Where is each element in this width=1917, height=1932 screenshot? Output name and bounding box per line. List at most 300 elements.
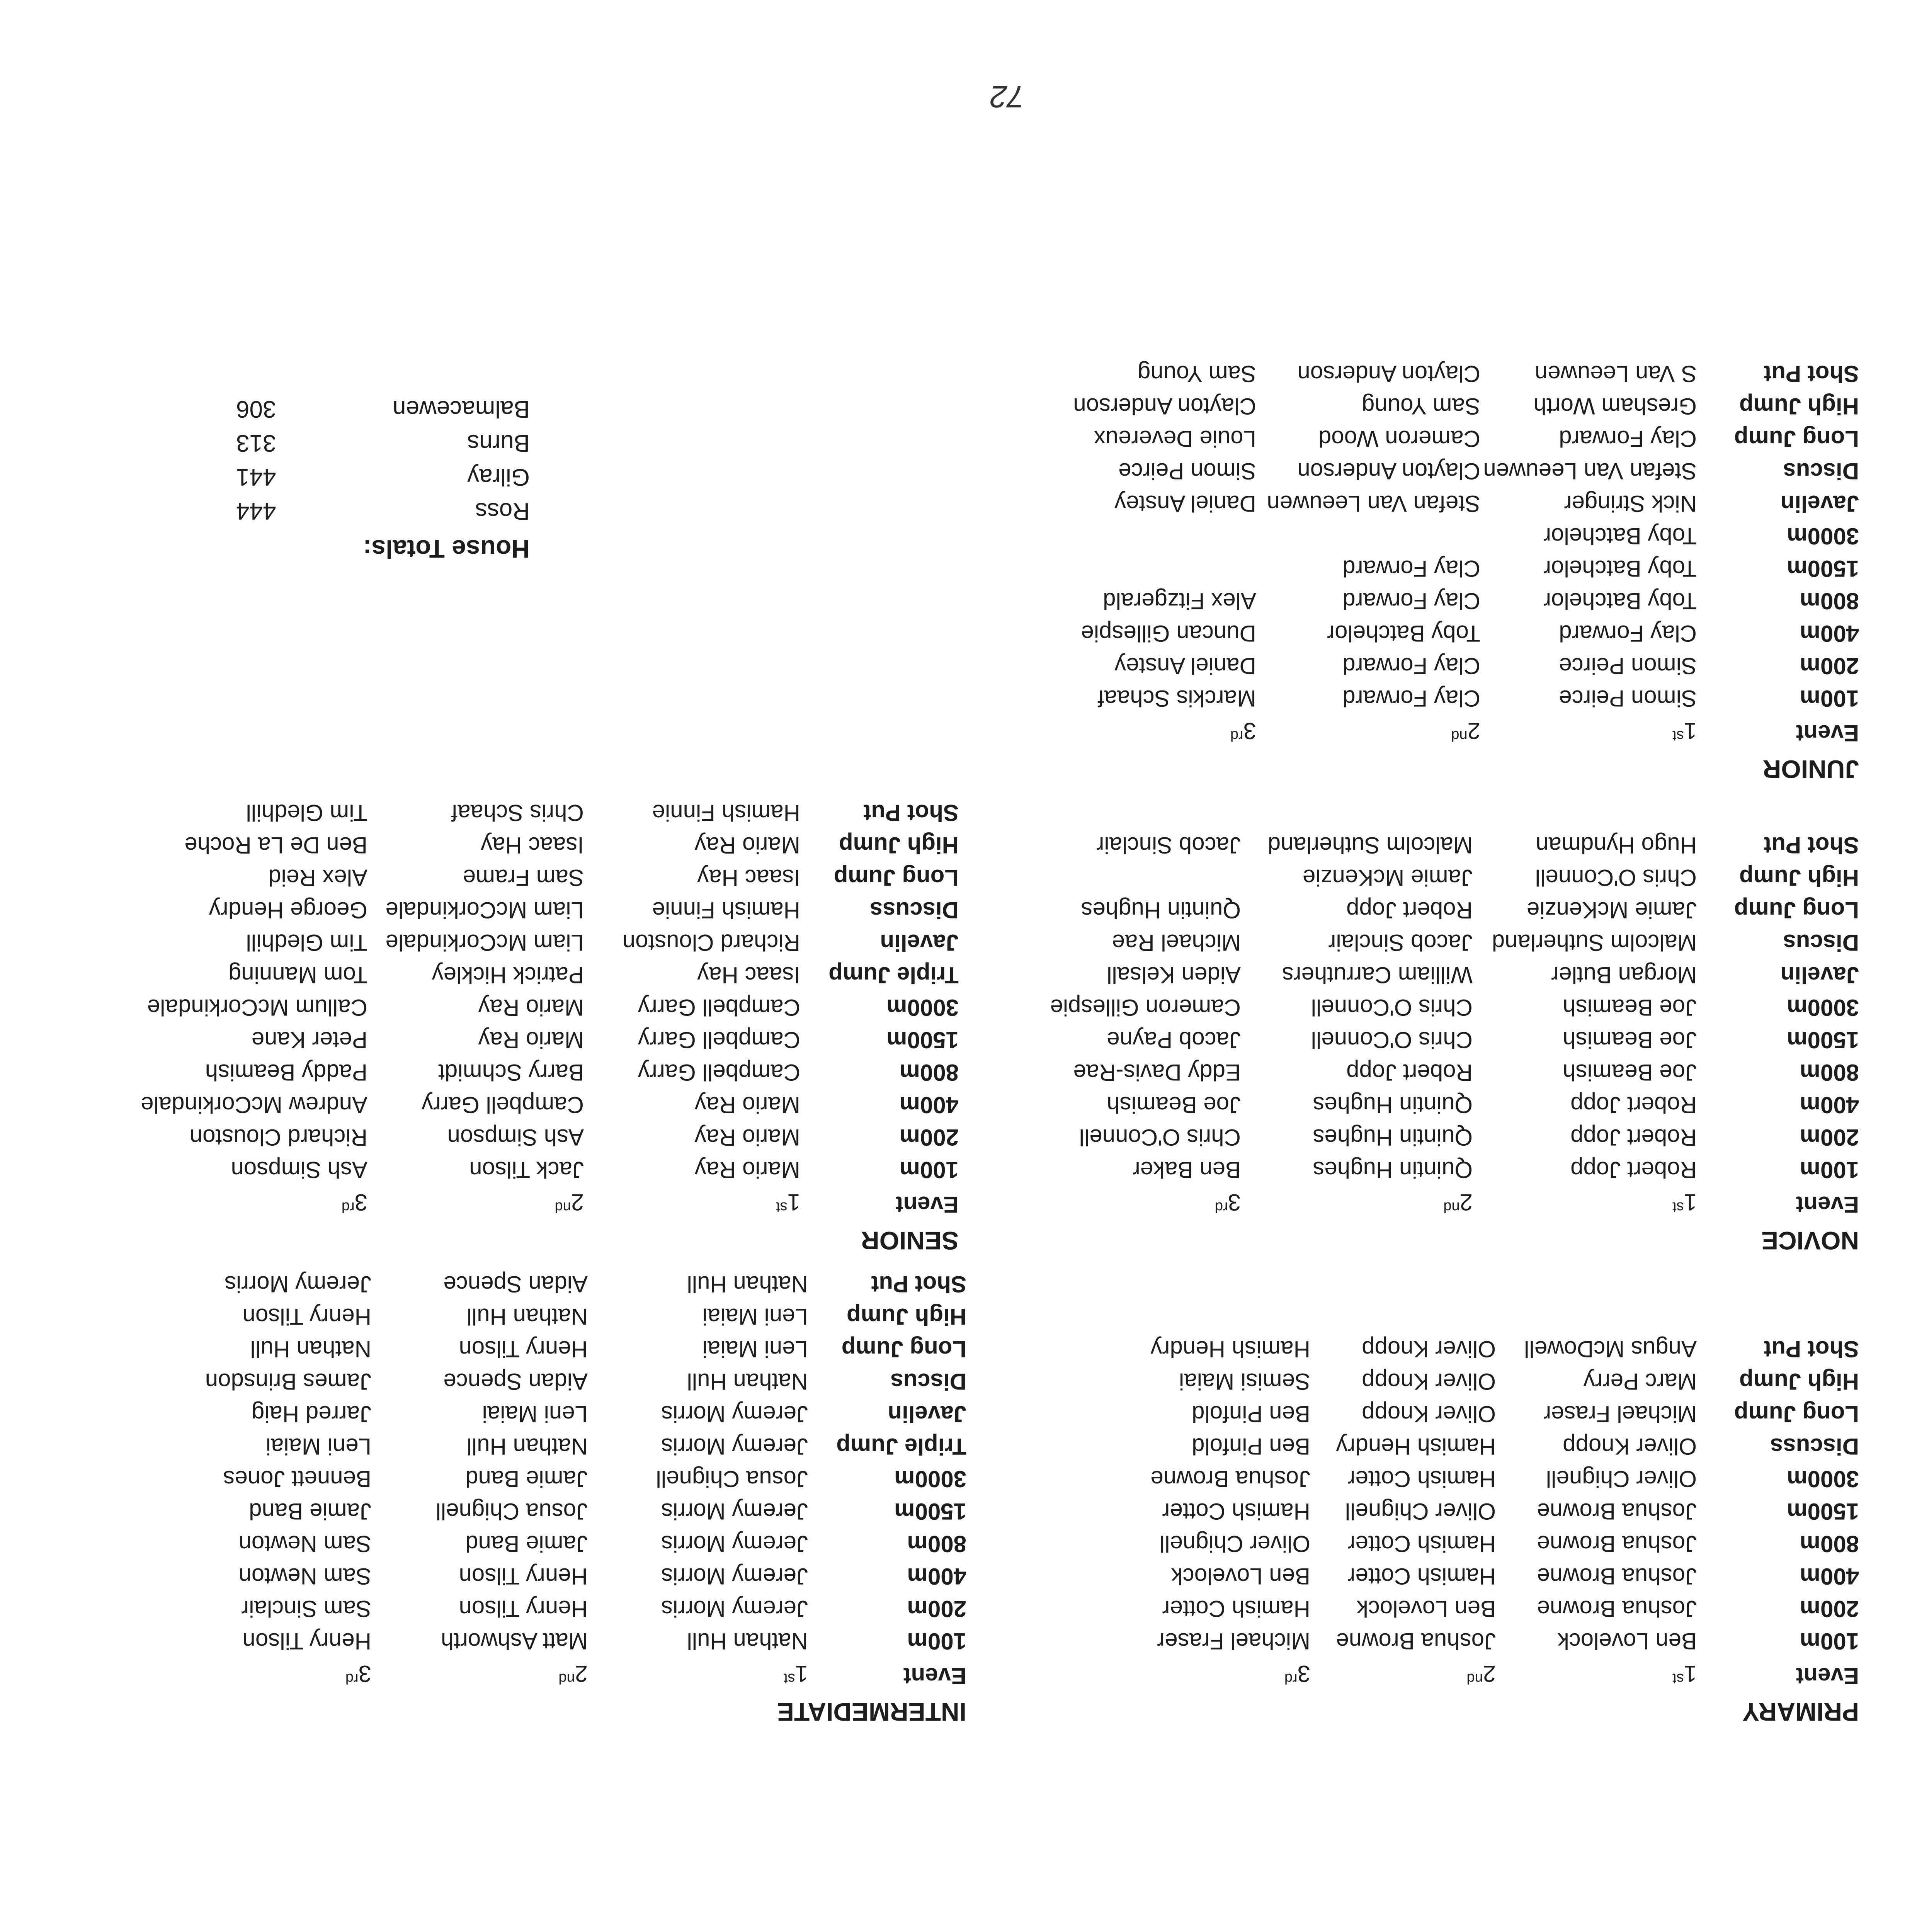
house-name: Ross bbox=[475, 498, 530, 524]
third-place: Sam Sinclair bbox=[241, 1596, 371, 1622]
second-place: Hamish Cotter bbox=[1347, 1563, 1496, 1589]
second-place: Josua Chignell bbox=[435, 1498, 588, 1524]
first-place: Toby Batchelor bbox=[1543, 556, 1697, 582]
second-place: Aidan Spence bbox=[443, 1271, 588, 1297]
third-header: 3rd bbox=[345, 1661, 371, 1687]
second-place: Robert Jopp bbox=[1346, 1060, 1473, 1085]
event-name: 1500m bbox=[1787, 1498, 1859, 1524]
first-header: 1st bbox=[1672, 718, 1697, 744]
third-place: Jeremy Morris bbox=[224, 1271, 371, 1297]
first-place: Joshua Browne bbox=[1537, 1531, 1697, 1557]
second-place: Quintin Hughes bbox=[1313, 1124, 1473, 1150]
table-row bbox=[141, 926, 959, 959]
event-name: 100m bbox=[1800, 1628, 1859, 1654]
table-row bbox=[178, 1268, 966, 1300]
second-place bbox=[1256, 520, 1480, 552]
second-place: Henry Tilson bbox=[459, 1596, 588, 1622]
second-place: Sam Frame bbox=[463, 865, 584, 891]
third-place: Ben De La Roche bbox=[184, 832, 367, 858]
house-totals-table bbox=[236, 392, 530, 528]
third-place: Joshua Browne bbox=[1150, 1466, 1310, 1492]
novice-rows bbox=[1040, 829, 1859, 1186]
third-header: 3rd bbox=[1284, 1661, 1310, 1687]
event-name: 100m bbox=[899, 1157, 959, 1183]
second-place: Jacob Sinclair bbox=[1328, 930, 1473, 956]
third-place: Hamish Cotter bbox=[1162, 1498, 1310, 1524]
second-header: 2nd bbox=[1443, 1189, 1473, 1215]
house-name: Gilray bbox=[467, 464, 530, 490]
event-header: Event bbox=[1796, 1192, 1859, 1218]
intermediate-results bbox=[178, 1268, 966, 1730]
first-place: Angus McDowell bbox=[1524, 1336, 1697, 1362]
third-place: Nathan Hull bbox=[250, 1336, 371, 1362]
third-place: Aiden Kelsall bbox=[1107, 962, 1241, 988]
junior-title: JUNIOR bbox=[1762, 755, 1859, 784]
first-place: Hamish Finnie bbox=[652, 897, 800, 923]
first-place: Ben Lovelock bbox=[1557, 1628, 1697, 1654]
second-place: Clay Forward bbox=[1342, 588, 1480, 614]
third-place: Duncan Gillespie bbox=[1081, 621, 1256, 646]
second-place: Clay Forward bbox=[1342, 556, 1480, 582]
second-header: 2nd bbox=[1451, 718, 1480, 744]
first-place: Jeremy Morris bbox=[661, 1531, 808, 1557]
first-place: Toby Batchelor bbox=[1543, 588, 1697, 614]
first-place: Stefan Van Leeuwen bbox=[1483, 458, 1697, 484]
event-name: 800m bbox=[1800, 1531, 1859, 1557]
first-place: Michael Fraser bbox=[1543, 1401, 1697, 1427]
event-name: High Jump bbox=[847, 1304, 966, 1330]
table-row bbox=[1048, 455, 1859, 487]
first-place: Simon Peirce bbox=[1559, 685, 1697, 711]
third-place: Oliver Chignell bbox=[1159, 1531, 1310, 1557]
event-name: Discus bbox=[1783, 458, 1859, 484]
second-place: Mario Ray bbox=[478, 995, 584, 1020]
event-name: 200m bbox=[1800, 1124, 1859, 1150]
house-name: Burns bbox=[467, 430, 530, 456]
primary-header-row bbox=[1129, 1657, 1859, 1695]
first-place: Isaac Hay bbox=[697, 962, 800, 988]
senior-table bbox=[141, 796, 959, 1223]
event-header: Event bbox=[895, 1192, 959, 1218]
junior-rows bbox=[1048, 357, 1859, 714]
table-row bbox=[1129, 1495, 1859, 1527]
second-place: Clayton Anderson bbox=[1297, 361, 1480, 387]
primary-results bbox=[1129, 1333, 1859, 1730]
event-name: Long Jump bbox=[833, 865, 959, 891]
third-place: Henry Tilson bbox=[242, 1628, 371, 1654]
third-place: Jamie Band bbox=[249, 1498, 371, 1524]
house-totals bbox=[236, 392, 530, 570]
table-row bbox=[178, 1300, 966, 1333]
third-place: Ben Pinfold bbox=[1192, 1434, 1310, 1459]
third-place: Simon Peirce bbox=[1118, 458, 1256, 484]
second-place: Mario Ray bbox=[478, 1027, 584, 1053]
senior-title: SENIOR bbox=[861, 1226, 959, 1255]
event-name: 400m bbox=[1800, 1563, 1859, 1589]
house-total-row bbox=[236, 460, 530, 494]
third-place: Daniel Anstey bbox=[1114, 653, 1256, 679]
table-row bbox=[1040, 991, 1859, 1024]
table-row bbox=[1048, 487, 1859, 520]
table-row bbox=[1129, 1625, 1859, 1657]
third-place: Sam Young bbox=[1138, 361, 1256, 387]
event-name: Discuss bbox=[1770, 1434, 1859, 1459]
third-place: Michael Fraser bbox=[1157, 1628, 1310, 1654]
second-header: 2nd bbox=[558, 1661, 588, 1687]
table-row bbox=[141, 1024, 959, 1056]
table-row bbox=[1048, 520, 1859, 552]
table-row bbox=[1048, 682, 1859, 714]
third-place: Callum McCorkindale bbox=[147, 995, 367, 1020]
event-name: Discus bbox=[1783, 930, 1859, 956]
table-row bbox=[178, 1527, 966, 1560]
event-name: 3000m bbox=[894, 1466, 966, 1492]
first-place: Toby Batchelor bbox=[1543, 523, 1697, 549]
event-name: 3000m bbox=[1787, 1466, 1859, 1492]
first-place: Morgan Butler bbox=[1551, 962, 1697, 988]
third-place: Chris O'Connell bbox=[1079, 1124, 1241, 1150]
third-place: Jacob Sinclair bbox=[1096, 832, 1241, 858]
house-total-row bbox=[236, 426, 530, 460]
second-header: 2nd bbox=[555, 1189, 584, 1215]
house-points: 313 bbox=[236, 430, 276, 456]
second-place: Oliver Knopp bbox=[1362, 1336, 1496, 1362]
third-place: Peter Kane bbox=[251, 1027, 367, 1053]
second-place: Toby Batchelor bbox=[1327, 621, 1480, 646]
third-place: Clayton Anderson bbox=[1073, 393, 1256, 419]
table-row bbox=[1129, 1430, 1859, 1463]
table-row bbox=[141, 991, 959, 1024]
third-place: Jarred Haig bbox=[251, 1401, 371, 1427]
table-row bbox=[1048, 585, 1859, 617]
event-name: 1500m bbox=[1787, 556, 1859, 582]
table-row bbox=[1048, 390, 1859, 422]
table-row bbox=[1040, 1056, 1859, 1088]
event-name: High Jump bbox=[1739, 865, 1859, 891]
third-place: Ben Pinfold bbox=[1192, 1401, 1310, 1427]
event-name: 3000m bbox=[1787, 995, 1859, 1020]
first-place: Leni Maiai bbox=[702, 1336, 808, 1362]
event-name: Triple Jump bbox=[836, 1434, 966, 1459]
table-row bbox=[1129, 1592, 1859, 1625]
house-total-row bbox=[236, 494, 530, 528]
second-place: Clay Forward bbox=[1342, 653, 1480, 679]
second-place: Aidan Spence bbox=[443, 1369, 588, 1395]
event-name: 800m bbox=[1800, 1060, 1859, 1085]
first-place: Oliver Chignell bbox=[1546, 1466, 1697, 1492]
third-place: Tom Manning bbox=[228, 962, 367, 988]
event-name: Shot Put bbox=[1764, 361, 1859, 387]
first-place: Simon Peirce bbox=[1559, 653, 1697, 679]
third-place: Leni Maiai bbox=[265, 1434, 371, 1459]
first-place: Josua Chignell bbox=[656, 1466, 808, 1492]
third-place: Tim Gledhill bbox=[246, 930, 367, 956]
second-place: Patrick Hickley bbox=[432, 962, 584, 988]
house-name: Balmacewen bbox=[393, 396, 530, 422]
table-row bbox=[1129, 1463, 1859, 1495]
second-place: Jamie Band bbox=[465, 1466, 588, 1492]
first-place: Joe Beamish bbox=[1563, 995, 1697, 1020]
third-place: Daniel Anstey bbox=[1114, 491, 1256, 517]
first-place: Malcolm Sutherland bbox=[1492, 930, 1697, 956]
house-points: 306 bbox=[236, 396, 276, 422]
event-name: Discuss bbox=[869, 897, 959, 923]
event-header: Event bbox=[903, 1663, 966, 1689]
intermediate-title: INTERMEDIATE bbox=[777, 1698, 966, 1726]
event-name: 3000m bbox=[886, 995, 959, 1020]
event-name: Shot Put bbox=[871, 1271, 966, 1297]
first-place: Mario Ray bbox=[694, 1124, 800, 1150]
event-name: Javelin bbox=[1780, 491, 1859, 517]
third-place: Michael Rae bbox=[1112, 930, 1241, 956]
third-place: Hamish Cotter bbox=[1162, 1596, 1310, 1622]
table-row bbox=[178, 1625, 966, 1657]
third-place: Ash Simpson bbox=[231, 1157, 367, 1183]
novice-table bbox=[1040, 829, 1859, 1223]
table-row bbox=[178, 1560, 966, 1592]
table-row bbox=[178, 1398, 966, 1430]
third-place bbox=[1048, 552, 1256, 585]
table-row bbox=[141, 894, 959, 926]
first-place: S Van Leeuwen bbox=[1534, 361, 1697, 387]
table-row bbox=[1129, 1560, 1859, 1592]
third-place: Sam Newton bbox=[238, 1563, 371, 1589]
event-name: 1500m bbox=[1787, 1027, 1859, 1053]
third-place: Jacob Payne bbox=[1107, 1027, 1241, 1053]
table-row bbox=[1048, 552, 1859, 585]
second-place: Ben Lovelock bbox=[1356, 1596, 1496, 1622]
second-place: Stefan Van Leeuwen bbox=[1267, 491, 1480, 517]
second-place: Chris O'Connell bbox=[1311, 995, 1473, 1020]
table-row bbox=[1040, 926, 1859, 959]
third-place: Richard Clouston bbox=[189, 1124, 367, 1150]
event-name: 400m bbox=[1800, 1092, 1859, 1118]
event-name: 200m bbox=[1800, 653, 1859, 679]
second-place: Campbell Garry bbox=[421, 1092, 584, 1118]
second-place: Liam McCorkindale bbox=[385, 897, 584, 923]
third-place: Ben Baker bbox=[1132, 1157, 1241, 1183]
page-number: 72 bbox=[990, 80, 1024, 114]
first-place: Oliver Knopp bbox=[1563, 1434, 1697, 1459]
event-name: 800m bbox=[899, 1060, 959, 1085]
second-place: Isaac Hay bbox=[481, 832, 584, 858]
third-place: Paddy Beamish bbox=[205, 1060, 367, 1085]
senior-header-row bbox=[141, 1186, 959, 1223]
first-place: Joe Beamish bbox=[1563, 1060, 1697, 1085]
third-place: Quintin Hughes bbox=[1081, 897, 1241, 923]
third-place: Hamish Hendry bbox=[1150, 1336, 1310, 1362]
first-place: Marc Perry bbox=[1583, 1369, 1697, 1395]
first-place: Mario Ray bbox=[694, 1092, 800, 1118]
second-header: 2nd bbox=[1466, 1661, 1496, 1687]
event-name: 100m bbox=[1800, 1157, 1859, 1183]
senior-rows bbox=[141, 796, 959, 1186]
table-row bbox=[141, 1056, 959, 1088]
event-name: High Jump bbox=[1739, 1369, 1859, 1395]
table-row bbox=[1040, 829, 1859, 861]
first-place: Gresham Worth bbox=[1533, 393, 1697, 419]
first-place: Clay Forward bbox=[1559, 426, 1697, 452]
second-place: Oliver Knopp bbox=[1362, 1369, 1496, 1395]
second-place: Nathan Hull bbox=[466, 1304, 588, 1330]
table-row bbox=[1048, 422, 1859, 455]
first-header: 1st bbox=[776, 1189, 800, 1215]
table-row bbox=[1129, 1398, 1859, 1430]
first-place: Campbell Garry bbox=[638, 1027, 800, 1053]
event-name: High Jump bbox=[1739, 393, 1859, 419]
house-points: 441 bbox=[236, 464, 276, 490]
event-name: 1500m bbox=[886, 1027, 959, 1053]
junior-header-row bbox=[1048, 714, 1859, 752]
second-place: Robert Jopp bbox=[1346, 897, 1473, 923]
event-name: Javelin bbox=[888, 1401, 966, 1427]
event-header: Event bbox=[1796, 1663, 1859, 1689]
first-header: 1st bbox=[784, 1661, 808, 1687]
third-header: 3rd bbox=[1214, 1189, 1241, 1215]
novice-header-row bbox=[1040, 1186, 1859, 1223]
second-place: Hamish Cotter bbox=[1347, 1531, 1496, 1557]
first-place: Campbell Garry bbox=[638, 995, 800, 1020]
event-name: 800m bbox=[907, 1531, 966, 1557]
table-row bbox=[1040, 894, 1859, 926]
first-place: Jeremy Morris bbox=[661, 1498, 808, 1524]
second-place: Matt Ashworth bbox=[441, 1628, 588, 1654]
second-place: Chris O'Connell bbox=[1311, 1027, 1473, 1053]
event-name: Long Jump bbox=[841, 1336, 966, 1362]
first-place: Jeremy Morris bbox=[661, 1596, 808, 1622]
table-row bbox=[178, 1495, 966, 1527]
intermediate-rows bbox=[178, 1268, 966, 1657]
third-place: Semisi Maiai bbox=[1179, 1369, 1310, 1395]
first-place: Chris O'Connell bbox=[1535, 865, 1697, 891]
junior-results bbox=[1048, 357, 1859, 787]
event-name: 800m bbox=[1800, 588, 1859, 614]
event-name: 1500m bbox=[894, 1498, 966, 1524]
event-name: 100m bbox=[1800, 685, 1859, 711]
first-place: Jamie McKenzie bbox=[1526, 897, 1697, 923]
house-points: 444 bbox=[236, 498, 276, 524]
second-place: Malcolm Sutherland bbox=[1267, 832, 1473, 858]
event-name: 200m bbox=[899, 1124, 959, 1150]
event-name: Long Jump bbox=[1734, 426, 1859, 452]
second-place: Clay Forward bbox=[1342, 685, 1480, 711]
event-name: 3000m bbox=[1787, 523, 1859, 549]
event-name: 200m bbox=[1800, 1596, 1859, 1622]
third-place: George Hendry bbox=[209, 897, 367, 923]
table-row bbox=[1129, 1527, 1859, 1560]
first-place: Isaac Hay bbox=[697, 865, 800, 891]
first-place: Richard Clouston bbox=[622, 930, 800, 956]
table-row bbox=[1048, 357, 1859, 390]
table-row bbox=[141, 796, 959, 829]
event-name: Shot Put bbox=[1764, 832, 1859, 858]
second-place: Chris Schaaf bbox=[451, 800, 584, 826]
second-place: Joshua Browne bbox=[1336, 1628, 1496, 1654]
event-name: 100m bbox=[907, 1628, 966, 1654]
first-place: Joshua Browne bbox=[1537, 1563, 1697, 1589]
event-name: Long Jump bbox=[1734, 897, 1859, 923]
first-place: Robert Jopp bbox=[1570, 1157, 1697, 1183]
primary-title: PRIMARY bbox=[1742, 1698, 1859, 1726]
event-name: High Jump bbox=[839, 832, 959, 858]
second-place: Jamie McKenzie bbox=[1302, 865, 1473, 891]
second-place: Hamish Cotter bbox=[1347, 1466, 1496, 1492]
table-row bbox=[1040, 1121, 1859, 1153]
first-place: Campbell Garry bbox=[638, 1060, 800, 1085]
first-place: Joshua Browne bbox=[1537, 1498, 1697, 1524]
intermediate-header-row bbox=[178, 1657, 966, 1695]
first-header: 1st bbox=[1672, 1661, 1697, 1687]
table-row bbox=[141, 1088, 959, 1121]
intermediate-table bbox=[178, 1268, 966, 1695]
table-row bbox=[141, 861, 959, 894]
second-place: Clayton Anderson bbox=[1297, 458, 1480, 484]
second-place: Ash Simpson bbox=[447, 1124, 584, 1150]
third-place: Eddy Davis-Rae bbox=[1073, 1060, 1241, 1085]
event-header: Event bbox=[1796, 720, 1859, 747]
first-place: Jeremy Morris bbox=[661, 1563, 808, 1589]
novice-results bbox=[1040, 829, 1859, 1258]
table-row bbox=[141, 959, 959, 991]
first-place: Leni Maiai bbox=[702, 1304, 808, 1330]
house-totals-rows bbox=[236, 392, 530, 528]
event-name: Discus bbox=[890, 1369, 966, 1395]
first-place: Jeremy Morris bbox=[661, 1401, 808, 1427]
third-place: Sam Newton bbox=[238, 1531, 371, 1557]
table-row bbox=[1040, 959, 1859, 991]
second-place: Quintin Hughes bbox=[1313, 1157, 1473, 1183]
third-place: Louie Deverеux bbox=[1094, 426, 1256, 452]
second-place: Henry Tilson bbox=[459, 1563, 588, 1589]
table-row bbox=[1040, 1088, 1859, 1121]
table-row bbox=[1129, 1365, 1859, 1398]
second-place: Liam McCorkindale bbox=[385, 930, 584, 956]
event-name: 400m bbox=[907, 1563, 966, 1589]
third-place: Marckis Schaaf bbox=[1097, 685, 1256, 711]
primary-rows bbox=[1129, 1333, 1859, 1657]
third-place: Ben Lovelock bbox=[1171, 1563, 1310, 1589]
first-header: 1st bbox=[1672, 1189, 1697, 1215]
first-place: Joe Beamish bbox=[1563, 1027, 1697, 1053]
second-place: Hamish Hendry bbox=[1336, 1434, 1496, 1459]
third-place: Andrew McCorkindale bbox=[141, 1092, 367, 1118]
event-name: 400m bbox=[899, 1092, 959, 1118]
house-totals-title: House Totals: bbox=[363, 535, 530, 563]
second-place: Barry Schmidt bbox=[438, 1060, 584, 1085]
house-total-row bbox=[236, 392, 530, 426]
table-row bbox=[141, 1121, 959, 1153]
first-place: Nick Stringer bbox=[1564, 491, 1697, 517]
table-row bbox=[178, 1463, 966, 1495]
second-place: Jamie Band bbox=[465, 1531, 588, 1557]
second-place: Quintin Hughes bbox=[1313, 1092, 1473, 1118]
second-place: Jack Tilson bbox=[469, 1157, 584, 1183]
event-name: Long Jump bbox=[1734, 1401, 1859, 1427]
third-header: 3rd bbox=[1230, 718, 1256, 744]
table-row bbox=[178, 1430, 966, 1463]
third-place: Bennett Jones bbox=[223, 1466, 371, 1492]
first-place: Robert Jopp bbox=[1570, 1124, 1697, 1150]
first-place: Jeremy Morris bbox=[661, 1434, 808, 1459]
table-row bbox=[1048, 650, 1859, 682]
table-row bbox=[141, 829, 959, 861]
first-place: Nathan Hull bbox=[687, 1271, 808, 1297]
first-place: Robert Jopp bbox=[1570, 1092, 1697, 1118]
senior-results bbox=[141, 796, 959, 1258]
second-place: Oliver Chignell bbox=[1345, 1498, 1496, 1524]
table-row bbox=[1048, 617, 1859, 650]
table-row bbox=[1040, 1024, 1859, 1056]
